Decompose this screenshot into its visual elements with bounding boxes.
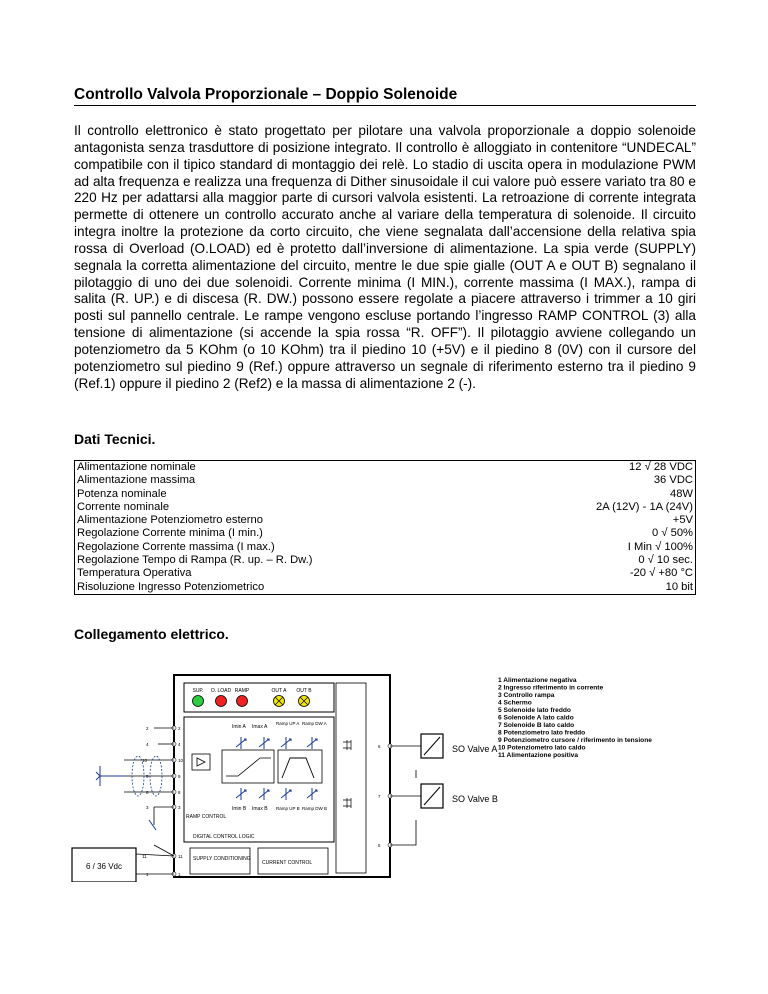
svg-text:9: 9 [146,774,149,779]
legend-item: 11 Alimentazione positiva [498,752,579,759]
svg-text:10: 10 [178,758,184,763]
svg-text:4: 4 [146,742,149,747]
svg-text:3: 3 [178,805,181,810]
spec-value: I Min √ 100% [627,540,693,553]
intro-paragraph: Il controllo elettronico è stato progettato per pilotare una valvola proporzionale a doppio solenoide antagonista senza trasduttore di posizione integrato. Il controllo è alloggiato in contenitore “UNDECAL” compatibile con il tipico standard di montaggio dei relè. Lo stadio di uscita opera in modulazione PWM ad alta frequenza e realizza una frequenza di Dither sinusoidale il cui valore può essere variato tra 80 e 220 Hz per adattarsi alla maggior parte di cursori valvola esistenti. La retroazione di corrente integrata permette di ottenere un controllo accurato anche al variare della temperatura di solenoide. Il circuito integra inoltre la protezione da corto circuito, che viene segnalata dall’accensione della relativa spia rossa di Overload (O.LOAD) ed è protetto dall’inversione di alimentazione. La spia verde (SUPPLY) segnala la corretta alimentazione del circuito, mentre le due spie gialle (OUT A e OUT B) segnalano il pilotaggio di uno dei due solenoidi. Corrente minima (I MIN.), corrente massima (I MAX.), rampa di salita (R. UP.) e di discesa (R. DW.) possono essere regolate a piacere attraverso i trimmer a 10 giri posti sul pannello centrale. Le rampe vengono escluse portando l’ingresso RAMP CONTROL (3) alla tensione di alimentazione (si accende la spia rossa “R. OFF”). Il pilotaggio avviene collegando un potenziometro da 5 KOhm (o 10 KOhm) tra il piedino 10 (+5V) e il piedino 8 (0V) con il cursore del potenziometro sul piedino 9 (Ref.) oppure attraverso un segnale di riferimento esterno tra il piedino 9 (Ref.1) oppure il piedino 2 (Ref2) e la massa di alimentazione 2 (-). [74,123,696,391]
svg-text:5: 5 [378,843,381,848]
trim-rampdw-b: Ramp DW B [302,806,328,811]
led-sup [193,696,204,707]
legend-item: 9 Potenziometro cursore / riferimento in tensione [498,737,652,744]
svg-text:7: 7 [378,794,381,799]
legend-item: 4 Schermo [498,699,532,707]
tech-data-table [74,460,696,595]
valve-a-label: SO Valve A [452,744,498,754]
trim-rampdw-a: Ramp DW A [302,721,327,726]
legend-item: 6 Solenoide A lato caldo [498,714,574,722]
trim-rampup-b: Ramp UP B [276,806,300,811]
legend-item: 3 Controllo rampa [498,692,555,699]
spec-label: Regolazione Corrente minima (I min.) [77,527,263,540]
spec-value: 2A (12V) - 1A (24V) [595,500,693,513]
trim-rampup-a: Ramp UP A [276,721,300,726]
svg-text:2: 2 [178,726,181,731]
svg-text:2: 2 [146,726,149,731]
spec-value: 10 bit [665,580,693,593]
valve-b-label: SO Valve B [452,794,498,804]
spec-label: Regolazione Corrente massima (I max.) [77,540,275,553]
svg-text:6: 6 [378,744,381,749]
spec-row [75,488,696,501]
legend-item: 7 Solenoide B lato caldo [498,722,575,729]
led-ramp [237,696,248,707]
ramp-control-label: RAMP CONTROL [186,814,227,820]
spec-value: +5V [672,514,693,527]
spec-label: Regolazione Tempo di Rampa (R. up. – R. Dw.) [77,554,313,567]
spec-label: Alimentazione massima [77,474,196,487]
trim-imin-b: Imin B [232,806,247,812]
tech-data-heading: Dati Tecnici. [74,431,156,447]
spec-value: 48W [669,487,693,500]
wiring-heading: Collegamento elettrico. [74,626,229,642]
led-label-outb: OUT B [296,688,312,694]
legend-item: 10 Potenziometro lato caldo [498,744,586,752]
spec-label: Potenza nominale [77,487,167,500]
led-label-ramp: RAMP [234,688,250,694]
digital-logic-label: DIGITAL CONTROL LOGIC [193,834,255,840]
led-label-oload: O. LOAD [210,688,232,694]
legend-item: 8 Potenziometro lato freddo [498,729,586,737]
power-supply-label: 6 / 36 Vdc [85,862,123,871]
trim-imax-a: Imax A [252,724,268,730]
spec-value: 0 √ 10 sec. [638,554,693,567]
pin-legend [498,677,652,759]
svg-text:11: 11 [178,854,183,859]
current-control-label: CURRENT CONTROL [262,860,313,866]
trim-imin-a: Imin A [232,724,246,730]
ramp-block [222,750,274,783]
svg-text:11: 11 [142,854,147,859]
led-oload [216,696,227,707]
legend-item: 5 Solenoide lato freddo [498,707,571,714]
spec-row [75,461,696,475]
wiring-diagram [66,670,696,882]
svg-text:1: 1 [178,872,181,877]
trimmer-symbols [236,737,317,800]
output-stage [336,683,366,873]
amplifier-block [192,754,210,770]
ramp-switch [149,820,156,830]
spec-row [75,474,696,487]
spec-label: Temperatura Operativa [77,567,192,580]
spec-row [75,501,696,514]
trim-imax-b: Imax B [252,806,268,812]
supply-conditioning-label: SUPPLY CONDITIONING [193,856,251,862]
svg-text:10: 10 [142,758,148,763]
led-label-outa: OUT A [271,688,287,694]
spec-value: 0 √ 50% [652,527,693,540]
legend-item: 1 Alimentazione negativa [498,677,577,684]
page-title: Controllo Valvola Proporzionale – Doppio Solenoide [74,86,696,106]
terminal-pins [172,726,392,876]
spec-row [75,567,696,580]
svg-text:1: 1 [146,872,149,877]
svg-text:9: 9 [178,774,181,779]
legend-item: 2 Ingresso riferimento in corrente [498,684,604,692]
spec-label: Alimentazione nominale [77,461,196,473]
spec-label: Alimentazione Potenziometro esterno [77,514,263,527]
svg-text:8: 8 [178,790,181,795]
trapezoid-block [278,750,322,783]
spec-label: Corrente nominale [77,500,170,513]
spec-value: -20 √ +80 °C [629,567,693,580]
logic-box [184,717,334,842]
spec-value: 12 √ 28 VDC [629,461,693,473]
svg-text:3: 3 [146,805,149,810]
spec-label: Risoluzione Ingresso Potenziometrico [77,580,265,593]
svg-text:8: 8 [146,790,149,795]
spec-row [75,541,696,554]
led-indicators [192,688,312,707]
svg-text:4: 4 [178,742,181,747]
spec-row [75,514,696,527]
spec-row [75,527,696,540]
led-label-sup: SUP. [192,688,204,694]
potentiometer-symbol [100,766,124,786]
spec-row [75,554,696,567]
spec-value: 36 VDC [653,474,693,487]
spec-row [75,581,696,595]
